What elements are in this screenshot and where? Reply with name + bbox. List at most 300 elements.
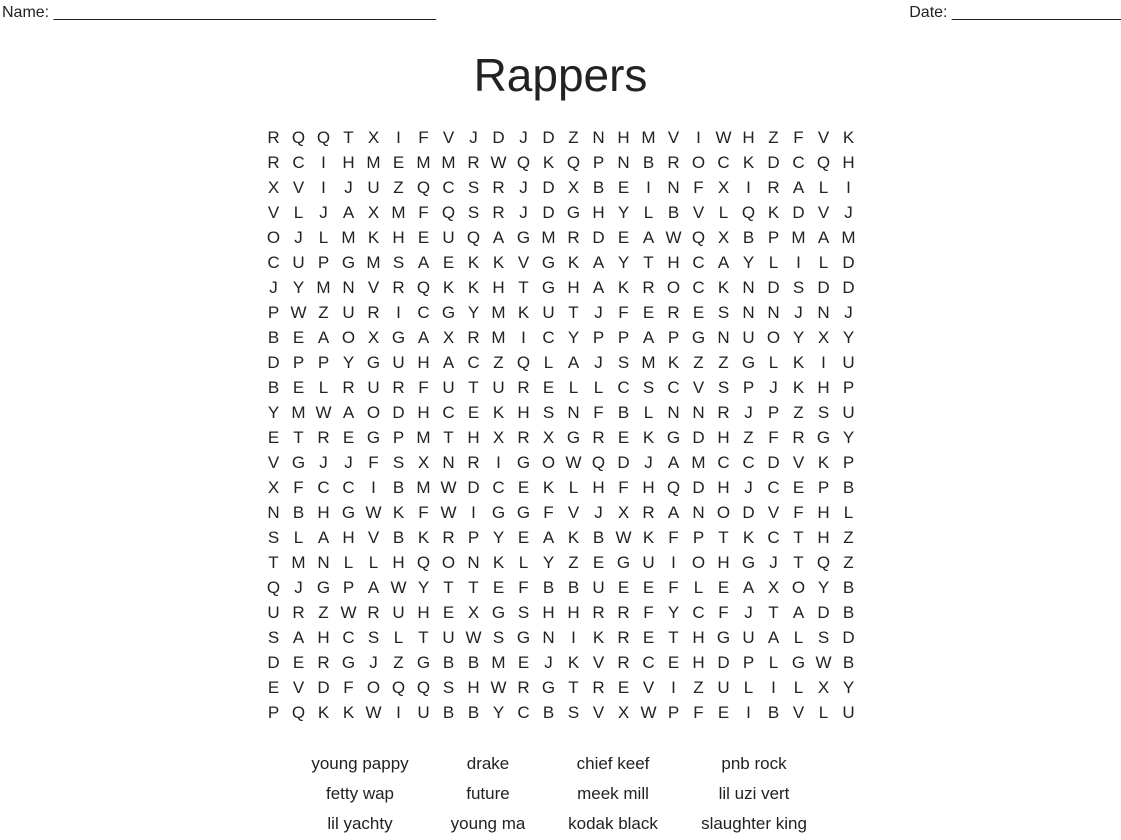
word-list-item: kodak black: [568, 814, 658, 833]
grid-letter: H: [467, 678, 480, 697]
grid-letter: V: [792, 703, 805, 722]
grid-letter: U: [267, 603, 280, 622]
grid-letter: G: [541, 253, 556, 272]
grid-letter: W: [490, 153, 507, 172]
grid-letter: E: [292, 653, 305, 672]
grid-letter: I: [671, 678, 676, 697]
grid-letter: I: [771, 678, 776, 697]
grid-letter: Y: [842, 428, 855, 447]
grid-letter: D: [542, 128, 555, 147]
grid-letter: G: [366, 353, 381, 372]
grid-letter: D: [467, 478, 480, 497]
grid-letter: V: [692, 203, 705, 222]
grid-letter: Z: [843, 528, 854, 547]
grid-letter: I: [646, 178, 651, 197]
word-list-item: chief keef: [576, 754, 650, 773]
grid-letter: J: [544, 653, 553, 672]
grid-letter: H: [742, 128, 755, 147]
grid-letter: R: [592, 428, 605, 447]
grid-letter: F: [618, 303, 629, 322]
grid-letter: E: [667, 653, 680, 672]
grid-letter: J: [294, 228, 303, 247]
grid-letter: V: [267, 453, 280, 472]
grid-letter: A: [567, 353, 580, 372]
grid-letter: H: [717, 428, 730, 447]
grid-letter: Y: [417, 578, 430, 597]
grid-letter: V: [267, 203, 280, 222]
grid-letter: C: [342, 478, 355, 497]
grid-letter: L: [743, 678, 754, 697]
grid-letter: J: [769, 553, 778, 572]
grid-letter: N: [542, 628, 555, 647]
grid-letter: R: [517, 378, 530, 397]
grid-letter: R: [492, 203, 505, 222]
grid-letter: O: [441, 553, 456, 572]
grid-letter: A: [642, 228, 655, 247]
grid-letter: E: [617, 578, 630, 597]
grid-letter: H: [817, 528, 830, 547]
grid-letter: R: [717, 403, 730, 422]
grid-letter: E: [392, 153, 405, 172]
grid-letter: G: [741, 553, 756, 572]
grid-letter: S: [642, 378, 655, 397]
grid-letter: O: [366, 403, 381, 422]
grid-letter: R: [367, 603, 380, 622]
grid-letter: Y: [267, 403, 280, 422]
grid-letter: K: [542, 478, 555, 497]
grid-letter: L: [318, 378, 329, 397]
grid-letter: K: [567, 253, 580, 272]
grid-letter: X: [717, 228, 730, 247]
grid-letter: B: [267, 378, 280, 397]
grid-letter: G: [366, 428, 381, 447]
grid-letter: S: [567, 703, 580, 722]
grid-letter: U: [417, 703, 430, 722]
grid-letter: A: [417, 253, 430, 272]
grid-letter: H: [392, 228, 405, 247]
grid-row: [261, 700, 861, 725]
grid-letter: P: [317, 253, 330, 272]
grid-letter: E: [492, 578, 505, 597]
grid-letter: S: [442, 678, 455, 697]
grid-letter: B: [767, 703, 780, 722]
grid-letter: X: [617, 703, 630, 722]
grid-letter: J: [344, 178, 353, 197]
grid-letter: D: [742, 503, 755, 522]
grid-letter: A: [292, 628, 305, 647]
grid-letter: R: [317, 653, 330, 672]
grid-letter: L: [818, 178, 829, 197]
grid-letter: A: [767, 628, 780, 647]
grid-letter: Q: [816, 553, 831, 572]
grid-letter: K: [417, 528, 430, 547]
grid-letter: K: [742, 153, 755, 172]
grid-letter: U: [842, 703, 855, 722]
grid-letter: H: [342, 528, 355, 547]
grid-letter: D: [592, 228, 605, 247]
grid-letter: J: [594, 503, 603, 522]
grid-letter: W: [340, 603, 357, 622]
grid-letter: G: [516, 503, 531, 522]
grid-letter: U: [592, 578, 605, 597]
grid-letter: J: [844, 203, 853, 222]
grid-letter: N: [592, 128, 605, 147]
grid-letter: P: [267, 303, 280, 322]
grid-letter: E: [442, 603, 455, 622]
grid-letter: R: [367, 303, 380, 322]
grid-letter: C: [467, 353, 480, 372]
grid-letter: W: [815, 653, 832, 672]
grid-letter: E: [517, 478, 530, 497]
grid-letter: R: [517, 428, 530, 447]
grid-letter: A: [667, 503, 680, 522]
grid-letter: D: [767, 453, 780, 472]
grid-letter: C: [692, 603, 705, 622]
grid-letter: V: [817, 203, 830, 222]
grid-letter: W: [715, 128, 732, 147]
grid-letter: S: [392, 453, 405, 472]
grid-letter: Z: [718, 353, 729, 372]
grid-letter: R: [617, 653, 630, 672]
grid-letter: Y: [567, 328, 580, 347]
grid-letter: E: [692, 303, 705, 322]
grid-letter: N: [617, 153, 630, 172]
grid-letter: O: [366, 678, 381, 697]
grid-letter: W: [390, 578, 407, 597]
grid-letter: A: [792, 603, 805, 622]
grid-letter: T: [668, 628, 679, 647]
grid-letter: C: [767, 528, 780, 547]
grid-row: [261, 425, 861, 450]
grid-letter: M: [341, 228, 356, 247]
grid-letter: R: [267, 153, 280, 172]
grid-letter: S: [717, 378, 730, 397]
grid-letter: G: [491, 503, 506, 522]
grid-letter: W: [290, 303, 307, 322]
grid-letter: O: [266, 228, 281, 247]
grid-letter: H: [717, 478, 730, 497]
grid-letter: Z: [843, 553, 854, 572]
grid-letter: U: [292, 253, 305, 272]
grid-letter: H: [342, 153, 355, 172]
grid-letter: A: [367, 578, 380, 597]
word-list-item: pnb rock: [721, 754, 787, 773]
grid-letter: K: [567, 528, 580, 547]
grid-letter: O: [791, 578, 806, 597]
grid-letter: I: [496, 453, 501, 472]
grid-letter: M: [491, 303, 506, 322]
grid-letter: Y: [617, 253, 630, 272]
grid-letter: C: [692, 278, 705, 297]
grid-letter: H: [592, 478, 605, 497]
grid-letter: A: [792, 178, 805, 197]
grid-letter: N: [667, 403, 680, 422]
grid-letter: W: [665, 228, 682, 247]
grid-letter: Y: [817, 578, 830, 597]
grid-letter: Y: [492, 703, 505, 722]
grid-letter: N: [667, 178, 680, 197]
grid-row: [261, 300, 861, 325]
grid-letter: C: [442, 403, 455, 422]
grid-letter: F: [418, 128, 429, 147]
grid-letter: M: [416, 428, 431, 447]
grid-letter: G: [716, 628, 731, 647]
grid-letter: G: [441, 303, 456, 322]
grid-letter: I: [321, 178, 326, 197]
grid-letter: T: [568, 678, 579, 697]
grid-letter: D: [842, 628, 855, 647]
grid-letter: B: [467, 703, 480, 722]
grid-letter: W: [490, 678, 507, 697]
grid-letter: M: [491, 328, 506, 347]
grid-letter: G: [616, 553, 631, 572]
grid-letter: M: [416, 153, 431, 172]
grid-letter: H: [667, 253, 680, 272]
grid-letter: P: [617, 328, 630, 347]
word-list-item: lil uzi vert: [718, 784, 790, 803]
grid-letter: H: [467, 428, 480, 447]
grid-letter: E: [467, 403, 480, 422]
grid-letter: T: [793, 553, 804, 572]
grid-letter: Y: [492, 528, 505, 547]
grid-letter: T: [418, 628, 429, 647]
grid-letter: Y: [792, 328, 805, 347]
grid-letter: R: [317, 428, 330, 447]
grid-letter: C: [517, 703, 530, 722]
grid-letter: M: [316, 278, 331, 297]
grid-letter: B: [842, 578, 855, 597]
grid-letter: S: [267, 528, 280, 547]
grid-letter: B: [592, 528, 605, 547]
grid-letter: Y: [617, 203, 630, 222]
grid-letter: I: [671, 553, 676, 572]
grid-letter: V: [292, 178, 305, 197]
grid-row: [261, 350, 861, 375]
grid-letter: K: [842, 128, 855, 147]
grid-letter: E: [592, 553, 605, 572]
grid-letter: G: [391, 328, 406, 347]
name-field: Name: ___________________________________________: [2, 4, 437, 21]
grid-letter: R: [567, 228, 580, 247]
grid-letter: J: [794, 303, 803, 322]
grid-letter: E: [517, 653, 530, 672]
grid-row: [261, 650, 861, 675]
grid-letter: D: [492, 128, 505, 147]
grid-letter: H: [692, 653, 705, 672]
grid-letter: K: [742, 528, 755, 547]
grid-letter: E: [717, 578, 730, 597]
grid-letter: U: [642, 553, 655, 572]
grid-letter: H: [392, 553, 405, 572]
grid-letter: I: [821, 353, 826, 372]
grid-letter: G: [691, 328, 706, 347]
word-list-item: meek mill: [577, 784, 649, 803]
grid-letter: D: [767, 153, 780, 172]
word-list-item: young ma: [450, 814, 526, 833]
grid-letter: P: [667, 703, 680, 722]
grid-letter: L: [643, 203, 654, 222]
grid-letter: F: [368, 453, 379, 472]
grid-letter: W: [640, 703, 657, 722]
grid-letter: Y: [542, 553, 555, 572]
grid-letter: C: [742, 453, 755, 472]
grid-letter: A: [442, 353, 455, 372]
grid-letter: J: [769, 378, 778, 397]
grid-letter: Q: [516, 153, 531, 172]
grid-letter: C: [317, 478, 330, 497]
grid-row: [261, 450, 861, 475]
grid-letter: Z: [393, 653, 404, 672]
grid-letter: C: [492, 478, 505, 497]
grid-letter: V: [567, 503, 580, 522]
grid-letter: Z: [793, 403, 804, 422]
grid-letter: L: [818, 703, 829, 722]
grid-letter: U: [717, 678, 730, 697]
grid-letter: T: [343, 128, 354, 147]
grid-letter: B: [267, 328, 280, 347]
grid-letter: A: [317, 528, 330, 547]
grid-letter: S: [517, 603, 530, 622]
grid-letter: R: [267, 128, 280, 147]
grid-letter: W: [440, 503, 457, 522]
grid-letter: O: [666, 278, 681, 297]
grid-letter: Q: [441, 203, 456, 222]
grid-letter: J: [594, 353, 603, 372]
grid-letter: Q: [591, 453, 606, 472]
grid-letter: D: [617, 453, 630, 472]
grid-letter: K: [342, 703, 355, 722]
grid-letter: T: [443, 428, 454, 447]
grid-letter: K: [492, 403, 505, 422]
grid-letter: V: [767, 503, 780, 522]
grid-letter: T: [468, 378, 479, 397]
grid-letter: R: [642, 503, 655, 522]
grid-letter: F: [793, 503, 804, 522]
grid-letter: S: [542, 403, 555, 422]
grid-letter: F: [668, 528, 679, 547]
grid-letter: U: [842, 403, 855, 422]
grid-letter: P: [842, 378, 855, 397]
grid-letter: G: [791, 653, 806, 672]
grid-row: [261, 325, 861, 350]
grid-letter: Z: [693, 678, 704, 697]
grid-letter: Y: [667, 603, 680, 622]
grid-letter: H: [517, 403, 530, 422]
grid-letter: N: [767, 303, 780, 322]
grid-letter: R: [667, 153, 680, 172]
grid-letter: L: [293, 528, 304, 547]
grid-letter: Q: [691, 228, 706, 247]
grid-letter: F: [643, 603, 654, 622]
grid-letter: W: [440, 478, 457, 497]
grid-letter: G: [341, 503, 356, 522]
grid-row: [261, 525, 861, 550]
grid-letter: T: [268, 553, 279, 572]
grid-letter: K: [617, 278, 630, 297]
grid-letter: V: [692, 378, 705, 397]
grid-letter: H: [842, 153, 855, 172]
grid-letter: A: [742, 578, 755, 597]
grid-row: [261, 250, 861, 275]
grid-letter: T: [568, 303, 579, 322]
grid-row: [261, 175, 861, 200]
grid-letter: Z: [768, 128, 779, 147]
grid-letter: F: [418, 203, 429, 222]
grid-letter: R: [617, 603, 630, 622]
grid-letter: D: [692, 428, 705, 447]
word-list-item: young pappy: [311, 754, 409, 773]
grid-letter: D: [817, 278, 830, 297]
grid-letter: C: [267, 253, 280, 272]
grid-letter: J: [269, 278, 278, 297]
grid-letter: H: [317, 503, 330, 522]
grid-letter: G: [516, 453, 531, 472]
grid-letter: S: [267, 628, 280, 647]
grid-letter: A: [342, 203, 355, 222]
grid-letter: R: [667, 303, 680, 322]
grid-letter: H: [567, 603, 580, 622]
grid-letter: X: [567, 178, 580, 197]
grid-letter: F: [593, 403, 604, 422]
grid-letter: M: [841, 228, 856, 247]
grid-letter: C: [717, 153, 730, 172]
grid-letter: I: [396, 128, 401, 147]
grid-letter: B: [467, 653, 480, 672]
grid-letter: K: [467, 253, 480, 272]
grid-letter: W: [365, 703, 382, 722]
grid-letter: G: [516, 228, 531, 247]
grid-letter: R: [592, 603, 605, 622]
grid-letter: C: [417, 303, 430, 322]
grid-letter: C: [542, 328, 555, 347]
grid-letter: P: [467, 528, 480, 547]
grid-letter: N: [717, 328, 730, 347]
grid-letter: R: [467, 453, 480, 472]
grid-letter: M: [366, 253, 381, 272]
word-list-item: drake: [466, 754, 510, 773]
grid-letter: E: [267, 678, 280, 697]
grid-letter: V: [642, 678, 655, 697]
grid-letter: C: [792, 153, 805, 172]
grid-letter: I: [471, 503, 476, 522]
grid-letter: A: [342, 403, 355, 422]
grid-letter: G: [566, 428, 581, 447]
grid-letter: K: [467, 278, 480, 297]
grid-letter: X: [267, 178, 280, 197]
grid-letter: H: [567, 278, 580, 297]
grid-letter: H: [417, 603, 430, 622]
grid-letter: G: [816, 428, 831, 447]
grid-letter: Q: [266, 578, 281, 597]
grid-letter: B: [742, 228, 755, 247]
grid-letter: T: [718, 528, 729, 547]
grid-letter: I: [846, 178, 851, 197]
grid-letter: Z: [318, 303, 329, 322]
grid-letter: H: [692, 628, 705, 647]
grid-letter: J: [519, 128, 528, 147]
grid-letter: Q: [316, 128, 331, 147]
grid-letter: E: [292, 378, 305, 397]
grid-letter: L: [368, 553, 379, 572]
grid-letter: K: [517, 303, 530, 322]
grid-letter: N: [267, 503, 280, 522]
grid-letter: E: [442, 253, 455, 272]
grid-letter: L: [768, 253, 779, 272]
grid-letter: X: [492, 428, 505, 447]
grid-letter: S: [467, 178, 480, 197]
grid-letter: T: [793, 528, 804, 547]
grid-letter: F: [668, 578, 679, 597]
